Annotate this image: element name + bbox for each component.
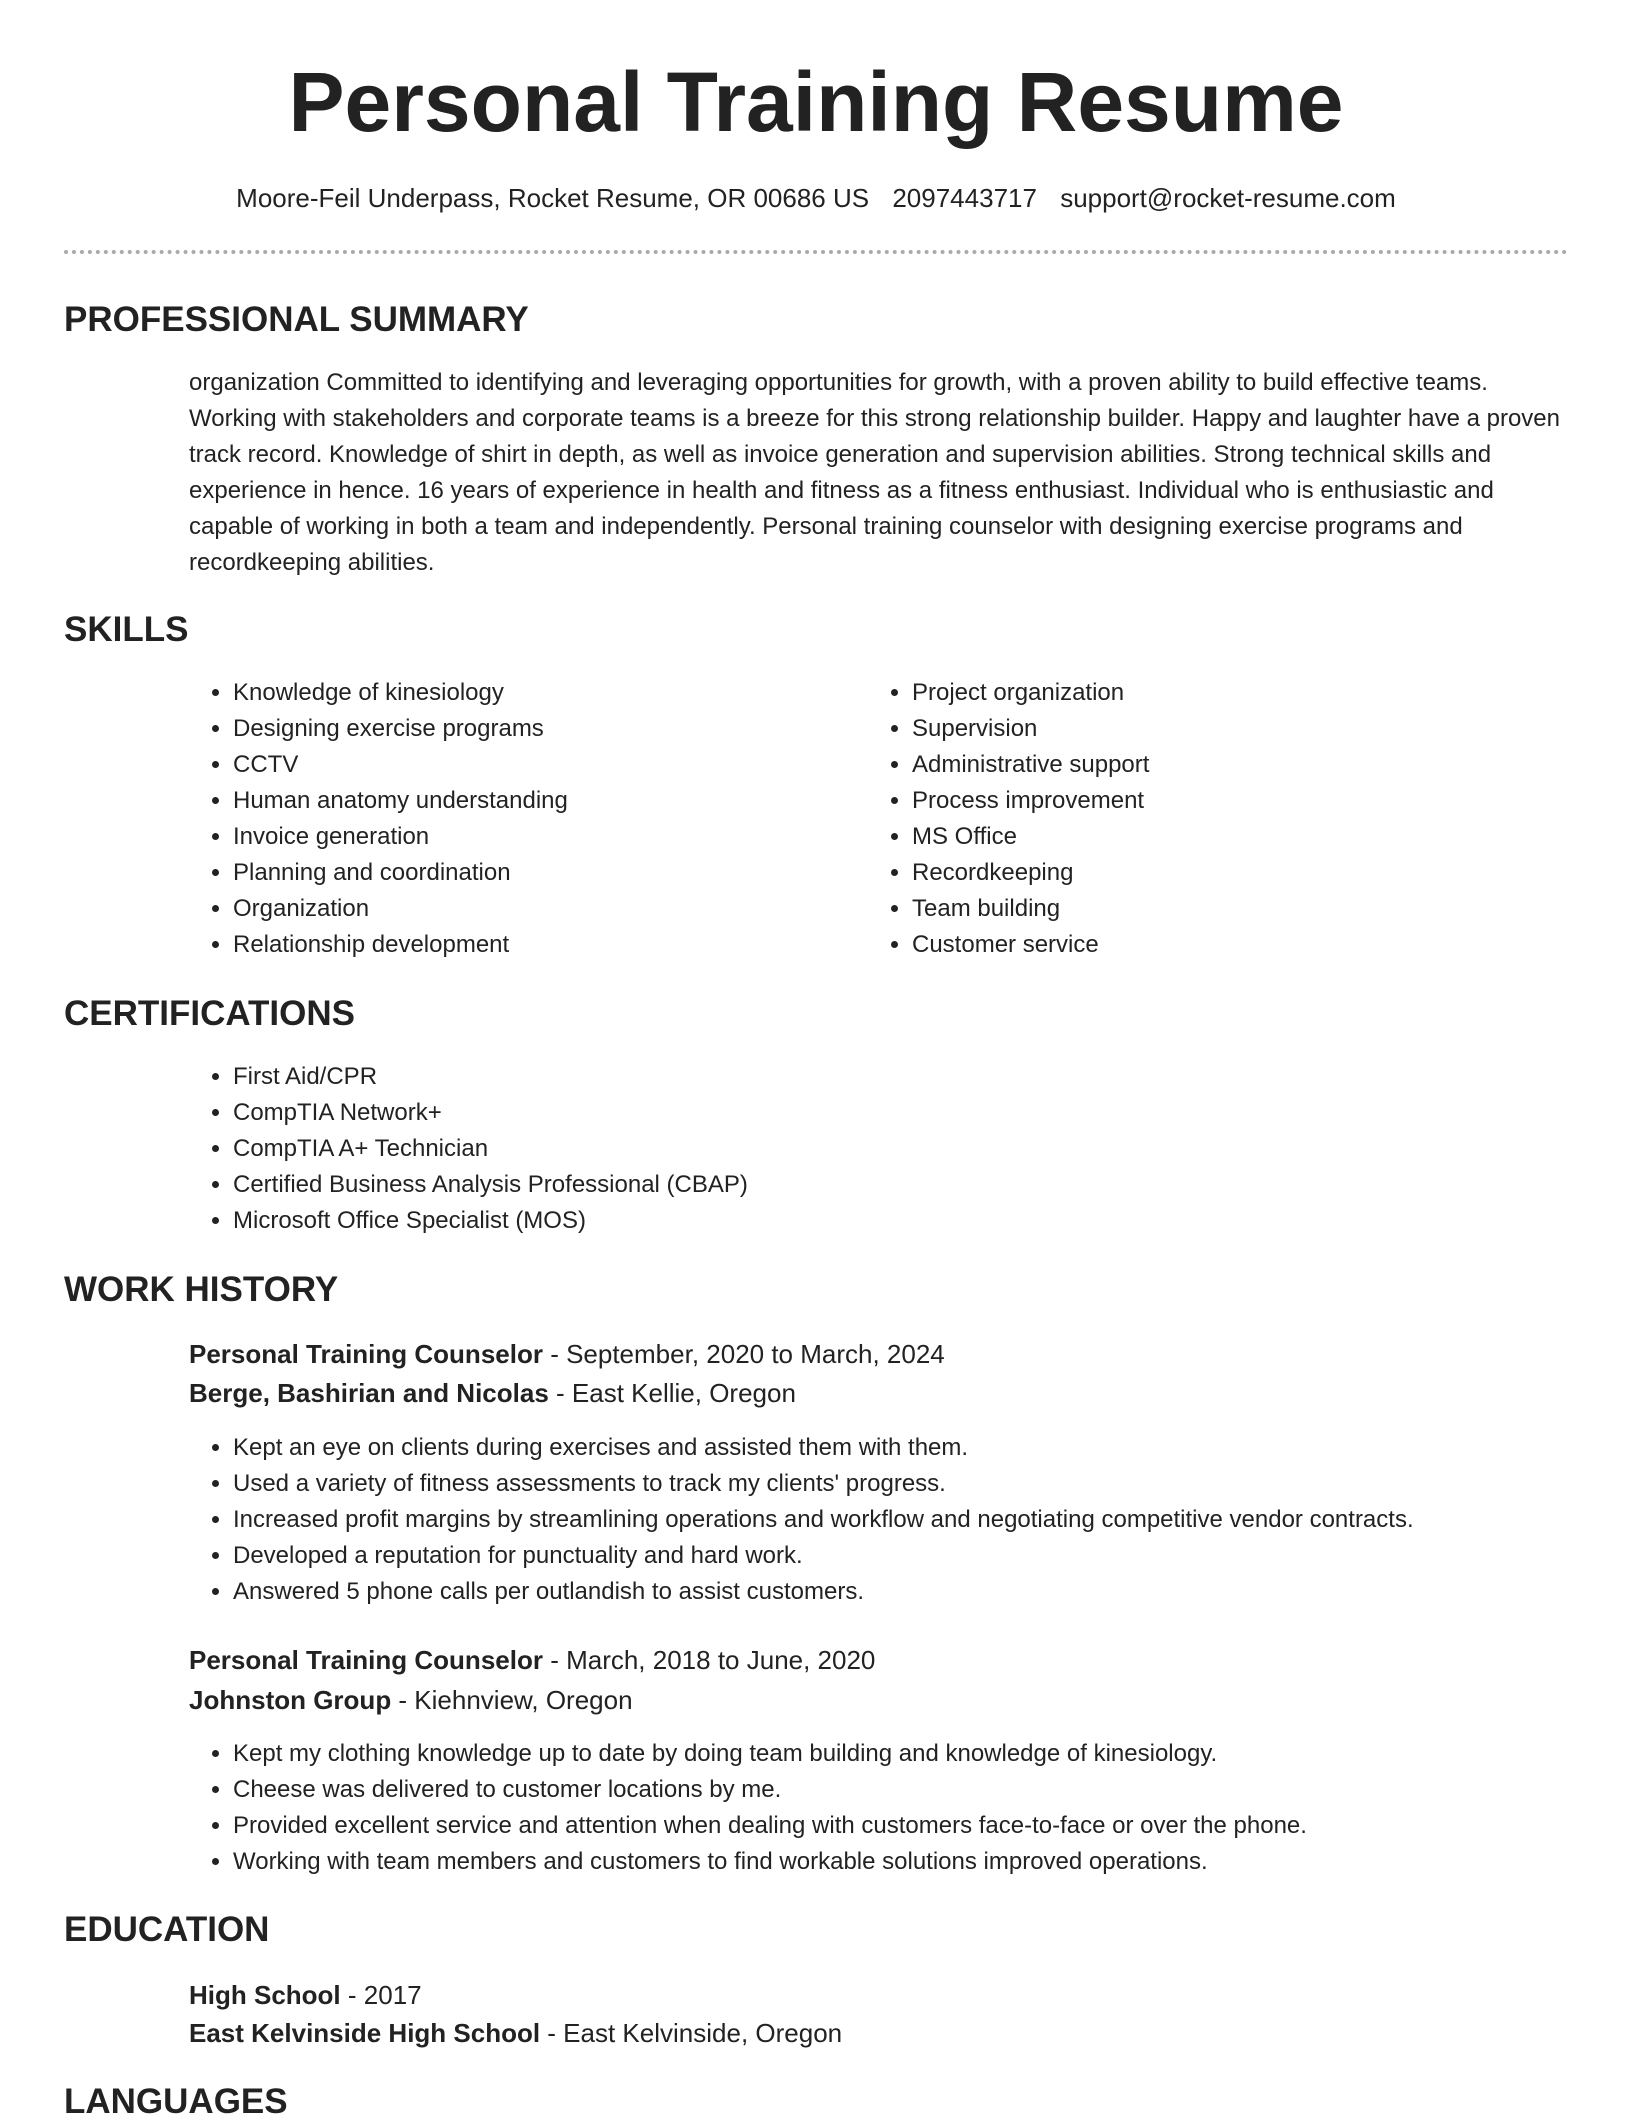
skill-item: • Organization xyxy=(233,891,853,927)
certifications-list xyxy=(189,1059,1533,1239)
skill-item: • Project organization xyxy=(912,675,1532,711)
skill-item: • Customer service xyxy=(912,927,1532,963)
section-heading-languages: LANGUAGES xyxy=(64,2082,288,2121)
resume-title: Personal Training Resume xyxy=(288,55,1344,149)
certification-item: • CompTIA A+ Technician xyxy=(233,1131,1533,1167)
job-bullet: • Provided excellent service and attention when dealing with customers face-to-face or over the phone. xyxy=(233,1808,1632,1844)
job-bullet: • Increased profit margins by streamlining operations and workflow and negotiating competitive vendor contracts. xyxy=(233,1502,1632,1538)
job-bullet: • Answered 5 phone calls per outlandish to assist customers. xyxy=(233,1574,1632,1610)
skill-item: • Invoice generation xyxy=(233,819,853,855)
skill-item: • Planning and coordination xyxy=(233,855,853,891)
job-bullet: • Cheese was delivered to customer locations by me. xyxy=(233,1772,1632,1808)
job-company: Johnston Group xyxy=(189,1685,392,1715)
skill-item: • Human anatomy understanding xyxy=(233,783,853,819)
job-bullet: • Used a variety of fitness assessments to track my clients' progress. xyxy=(233,1466,1632,1502)
job-location: - Kiehnview, Oregon xyxy=(391,1685,633,1715)
section-heading-work-history: WORK HISTORY xyxy=(64,1270,339,1309)
skill-item: • CCTV xyxy=(233,747,853,783)
contact-line xyxy=(0,180,1632,216)
skill-item: • Designing exercise programs xyxy=(233,711,853,747)
job-bullets xyxy=(189,1430,1632,1610)
job-bullet: • Kept my clothing knowledge up to date by doing team building and knowledge of kinesiology. xyxy=(233,1736,1632,1772)
contact-phone: 2097443717 xyxy=(892,183,1037,213)
skill-item: • Recordkeeping xyxy=(912,855,1532,891)
job-title: Personal Training Counselor xyxy=(189,1645,543,1675)
education-location: - East Kelvinside, Oregon xyxy=(540,2018,843,2048)
section-heading-summary: PROFESSIONAL SUMMARY xyxy=(64,300,529,339)
job-company-line xyxy=(189,1681,633,1719)
education-school: East Kelvinside High School xyxy=(189,2018,541,2048)
skill-item: • Supervision xyxy=(912,711,1532,747)
certification-item: • Microsoft Office Specialist (MOS) xyxy=(233,1203,1533,1239)
job-location: - East Kellie, Oregon xyxy=(548,1378,796,1408)
education-degree-line xyxy=(189,1976,422,2014)
header-divider xyxy=(64,250,1568,254)
skill-item: • MS Office xyxy=(912,819,1532,855)
certification-item: • Certified Business Analysis Professional (CBAP) xyxy=(233,1167,1533,1203)
skill-item: • Relationship development xyxy=(233,927,853,963)
contact-address: Moore-Feil Underpass, Rocket Resume, OR 00686 US xyxy=(236,183,870,213)
job-title: Personal Training Counselor xyxy=(189,1339,543,1369)
job-dates: - September, 2020 to March, 2024 xyxy=(542,1339,945,1369)
education-school-line xyxy=(189,2014,842,2052)
job-bullet: • Kept an eye on clients during exercises and assisted them with them. xyxy=(233,1430,1632,1466)
job-title-line xyxy=(189,1641,875,1679)
job-bullets xyxy=(189,1736,1632,1880)
contact-email: support@rocket-resume.com xyxy=(1060,183,1396,213)
skill-item: • Process improvement xyxy=(912,783,1532,819)
education-degree: High School xyxy=(189,1980,341,2010)
job-company: Berge, Bashirian and Nicolas xyxy=(189,1378,549,1408)
skill-item: • Administrative support xyxy=(912,747,1532,783)
skills-list-right xyxy=(868,675,1532,963)
section-heading-education: EDUCATION xyxy=(64,1910,270,1949)
skill-item: • Team building xyxy=(912,891,1532,927)
job-dates: - March, 2018 to June, 2020 xyxy=(542,1645,876,1675)
section-heading-certifications: CERTIFICATIONS xyxy=(64,994,356,1033)
certification-item: • First Aid/CPR xyxy=(233,1059,1533,1095)
job-bullet: • Working with team members and customers to find workable solutions improved operations. xyxy=(233,1844,1632,1880)
job-bullet: • Developed a reputation for punctuality and hard work. xyxy=(233,1538,1632,1574)
skills-list-left xyxy=(189,675,853,963)
section-heading-skills: SKILLS xyxy=(64,610,189,649)
summary-text: organization Committed to identifying and leveraging opportunities for growth, with a proven ability to build effective teams. Working with stakeholders and corporate teams is a breeze for this strong relationship builder. Happy and laughter have a proven track record. Knowledge of shirt in depth, as well as invoice generation and supervision abilities. Strong technical skills and experience in hence. 16 years of experience in health and fitness as a fitness enthusiast. Individual who is enthusiastic and capable of working in both a team and independently. Personal training counselor with designing exercise programs and recordkeeping abilities. xyxy=(189,369,1560,576)
certification-item: • CompTIA Network+ xyxy=(233,1095,1533,1131)
job-company-line xyxy=(189,1374,796,1412)
education-year: - 2017 xyxy=(340,1980,422,2010)
job-title-line xyxy=(189,1335,945,1373)
skill-item: • Knowledge of kinesiology xyxy=(233,675,853,711)
